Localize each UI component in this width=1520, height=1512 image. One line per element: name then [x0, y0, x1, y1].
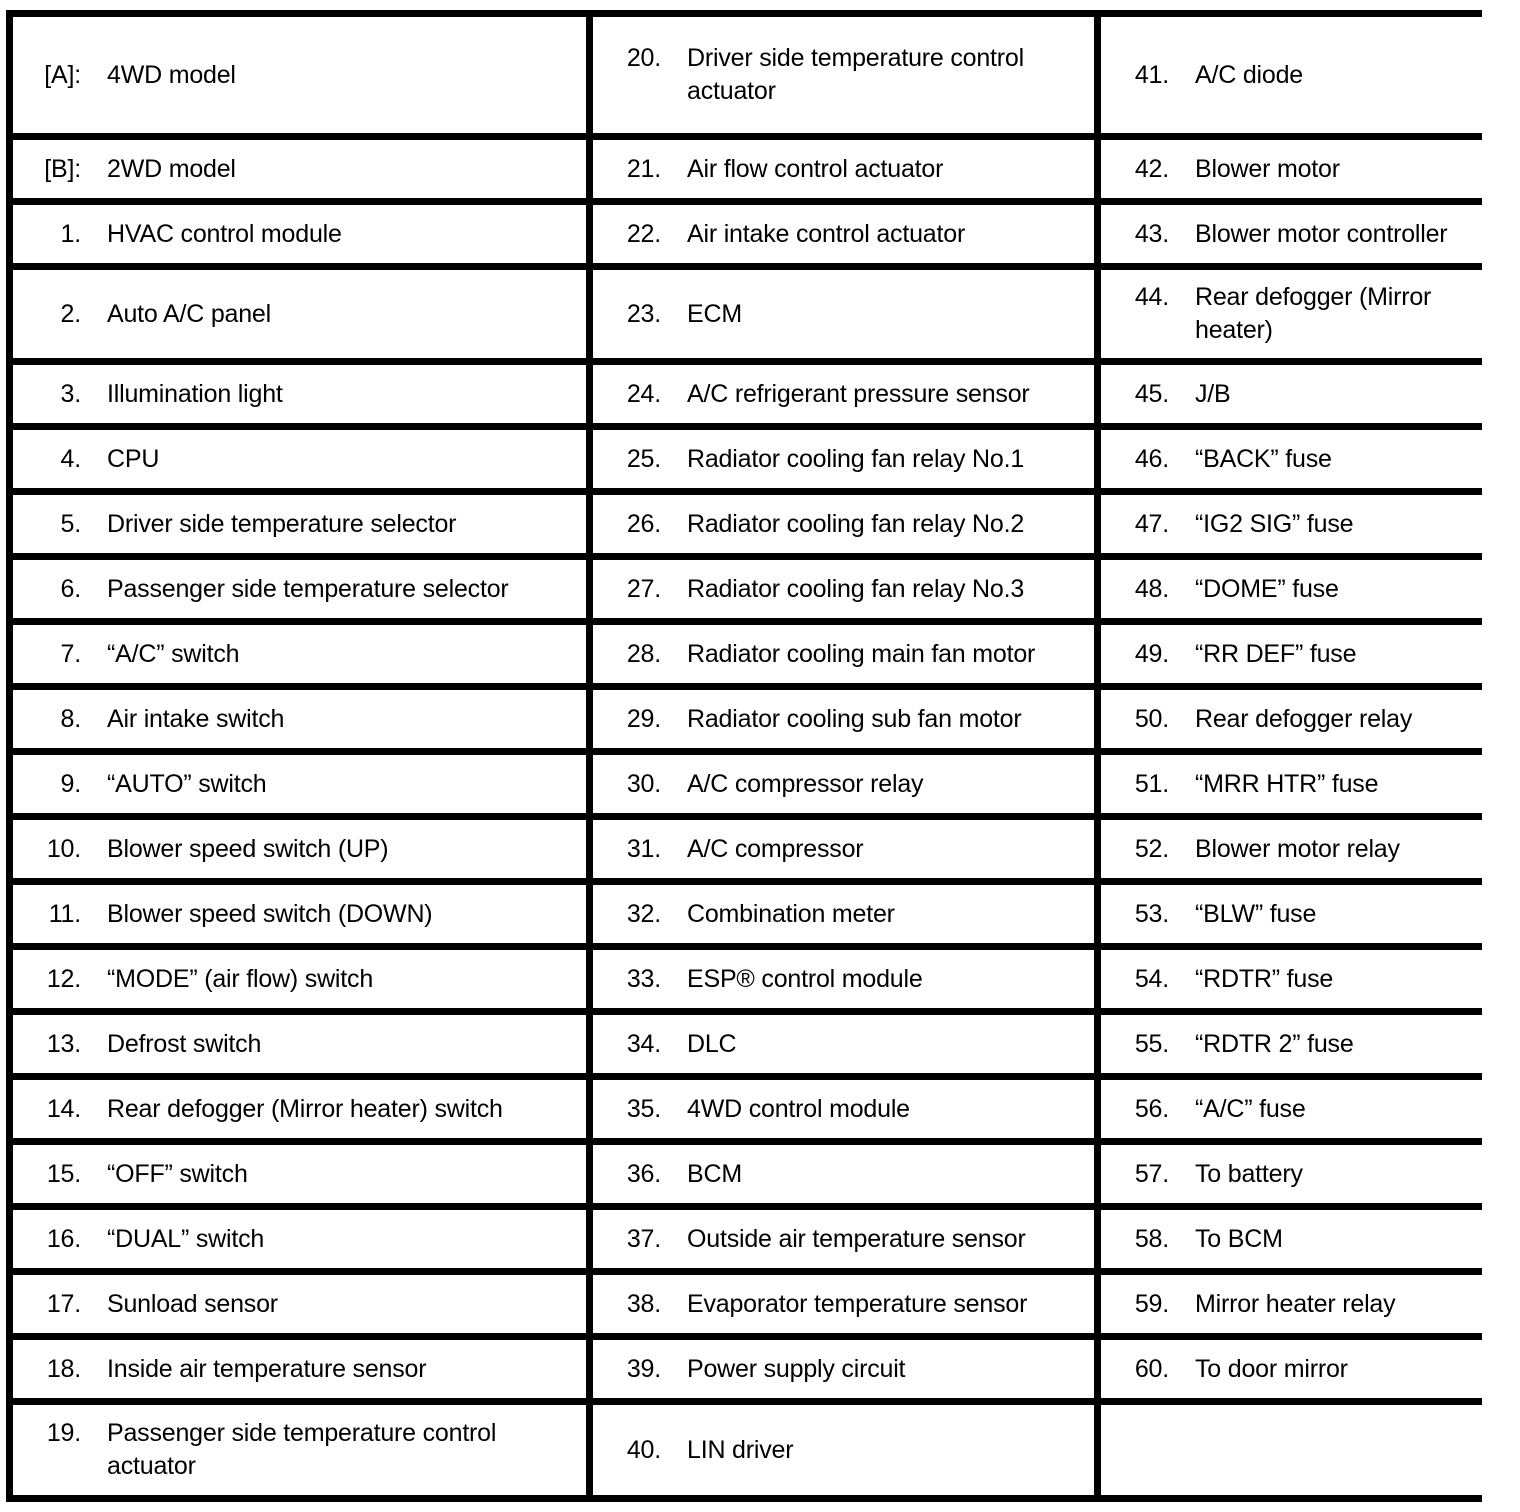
item-number: 36. — [626, 1159, 661, 1188]
item-label: “RR DEF” fuse — [1195, 639, 1357, 668]
component-legend-table — [6, 10, 1482, 1502]
item-number: 17. — [46, 1289, 81, 1318]
item-label: Outside air temperature sensor — [687, 1224, 1026, 1253]
item-number: 29. — [626, 704, 661, 733]
item-number: 16. — [46, 1224, 81, 1253]
legend-cell — [593, 140, 1094, 198]
item-label: “DUAL” switch — [107, 1224, 265, 1253]
item-label: “RDTR” fuse — [1195, 964, 1334, 993]
legend-cell — [1101, 205, 1489, 263]
item-label: ECM — [687, 299, 742, 328]
legend-cell — [13, 690, 586, 748]
item-label: Passenger side temperature selector — [107, 574, 509, 603]
item-label: Inside air temperature sensor — [107, 1354, 427, 1383]
legend-entry — [27, 153, 576, 186]
legend-cell — [593, 270, 1094, 358]
item-label: Air intake control actuator — [687, 219, 966, 248]
item-label: Sunload sensor — [107, 1289, 278, 1318]
legend-cell — [593, 1080, 1094, 1138]
legend-cell — [1101, 1275, 1489, 1333]
legend-entry — [607, 218, 1084, 251]
item-number: 47. — [1134, 509, 1169, 538]
item-number: 6. — [60, 574, 81, 603]
item-number: 24. — [626, 379, 661, 408]
legend-entry — [607, 963, 1084, 996]
legend-cell — [1101, 625, 1489, 683]
legend-cell — [593, 365, 1094, 423]
legend-entry — [27, 298, 576, 331]
item-number: 51. — [1134, 769, 1169, 798]
item-label: 4WD control module — [687, 1094, 910, 1123]
item-number: 37. — [626, 1224, 661, 1253]
legend-cell — [1101, 1210, 1489, 1268]
item-label: Power supply circuit — [687, 1354, 906, 1383]
legend-cell — [1101, 950, 1489, 1008]
item-label: “IG2 SIG” fuse — [1195, 509, 1354, 538]
item-number: [B]: — [44, 154, 81, 183]
legend-cell — [593, 495, 1094, 553]
legend-entry — [1115, 963, 1479, 996]
legend-cell — [1101, 140, 1489, 198]
legend-entry — [1115, 508, 1479, 541]
item-label: “RDTR 2” fuse — [1195, 1029, 1354, 1058]
legend-entry — [607, 443, 1084, 476]
legend-cell — [1101, 270, 1489, 358]
legend-entry — [1115, 1223, 1479, 1256]
legend-cell — [593, 755, 1094, 813]
item-label: BCM — [687, 1159, 742, 1188]
item-number: 9. — [60, 769, 81, 798]
item-number: 22. — [626, 219, 661, 248]
legend-cell — [13, 140, 586, 198]
item-label: “MRR HTR” fuse — [1195, 769, 1379, 798]
item-label: 4WD model — [107, 60, 236, 89]
legend-entry — [27, 703, 576, 736]
legend-entry — [1115, 703, 1479, 736]
legend-cell — [13, 1080, 586, 1138]
legend-entry — [1115, 898, 1479, 931]
item-label: Radiator cooling fan relay No.1 — [687, 444, 1025, 473]
legend-entry — [27, 638, 576, 671]
legend-entry — [607, 42, 1084, 108]
legend-entry — [607, 1028, 1084, 1061]
item-label: Radiator cooling sub fan motor — [687, 704, 1022, 733]
item-label: Passenger side temperature control actuator — [107, 1419, 497, 1480]
item-label: To BCM — [1195, 1224, 1283, 1253]
legend-entry — [27, 59, 576, 92]
item-number: 8. — [60, 704, 81, 733]
legend-cell — [1101, 560, 1489, 618]
legend-entry — [607, 1223, 1084, 1256]
legend-entry — [607, 153, 1084, 186]
legend-entry — [27, 1288, 576, 1321]
legend-entry — [27, 1093, 576, 1126]
item-number: 31. — [626, 834, 661, 863]
legend-cell — [593, 950, 1094, 1008]
legend-entry — [27, 898, 576, 931]
legend-cell — [1101, 820, 1489, 878]
item-label: Blower motor controller — [1195, 219, 1448, 248]
item-number: 53. — [1134, 899, 1169, 928]
legend-cell — [1101, 690, 1489, 748]
item-number: 56. — [1134, 1094, 1169, 1123]
legend-entry — [27, 963, 576, 996]
item-number: 18. — [46, 1354, 81, 1383]
legend-cell — [13, 1145, 586, 1203]
item-number: 55. — [1134, 1029, 1169, 1058]
item-number: 15. — [46, 1159, 81, 1188]
item-number: 14. — [46, 1094, 81, 1123]
legend-cell — [13, 885, 586, 943]
legend-cell — [1101, 1015, 1489, 1073]
legend-entry — [1115, 1158, 1479, 1191]
item-number: 7. — [60, 639, 81, 668]
item-label: “BACK” fuse — [1195, 444, 1332, 473]
legend-entry — [607, 768, 1084, 801]
item-label: A/C diode — [1195, 60, 1303, 89]
item-label: Evaporator temperature sensor — [687, 1289, 1028, 1318]
legend-cell — [593, 625, 1094, 683]
legend-entry — [27, 218, 576, 251]
item-number: 50. — [1134, 704, 1169, 733]
item-number: 4. — [60, 444, 81, 473]
item-label: Blower speed switch (DOWN) — [107, 899, 433, 928]
legend-cell — [13, 625, 586, 683]
item-number: 48. — [1134, 574, 1169, 603]
item-number: 39. — [626, 1354, 661, 1383]
item-number: 27. — [626, 574, 661, 603]
item-number: 33. — [626, 964, 661, 993]
item-number: 28. — [626, 639, 661, 668]
legend-entry — [607, 1093, 1084, 1126]
legend-entry — [27, 378, 576, 411]
legend-entry — [1115, 1093, 1479, 1126]
item-label: A/C compressor — [687, 834, 864, 863]
legend-entry — [27, 573, 576, 606]
legend-cell — [13, 755, 586, 813]
item-label: “DOME” fuse — [1195, 574, 1339, 603]
legend-cell — [13, 1275, 586, 1333]
legend-entry — [607, 833, 1084, 866]
legend-entry — [607, 638, 1084, 671]
legend-entry — [27, 1417, 576, 1483]
legend-cell — [593, 885, 1094, 943]
item-label: HVAC control module — [107, 219, 342, 248]
legend-entry — [1115, 638, 1479, 671]
legend-cell — [593, 1015, 1094, 1073]
item-number: 19. — [46, 1419, 81, 1447]
legend-cell — [13, 17, 586, 133]
item-number: 2. — [60, 299, 81, 328]
item-number: 23. — [626, 299, 661, 328]
legend-cell — [593, 690, 1094, 748]
legend-entry — [1115, 153, 1479, 186]
legend-cell — [13, 430, 586, 488]
item-label: Illumination light — [107, 379, 283, 408]
legend-entry — [27, 443, 576, 476]
legend-cell — [1101, 365, 1489, 423]
legend-entry — [607, 573, 1084, 606]
legend-cell — [1101, 885, 1489, 943]
item-number: 57. — [1134, 1159, 1169, 1188]
item-label: Rear defogger (Mirror heater) switch — [107, 1094, 503, 1123]
legend-cell — [593, 1210, 1094, 1268]
legend-entry — [607, 1158, 1084, 1191]
item-label: To battery — [1195, 1159, 1303, 1188]
legend-cell — [593, 205, 1094, 263]
item-label: Rear defogger relay — [1195, 704, 1413, 733]
legend-entry — [27, 1223, 576, 1256]
legend-entry — [27, 1158, 576, 1191]
legend-entry — [607, 1434, 1084, 1467]
legend-entry — [27, 508, 576, 541]
legend-cell — [593, 1145, 1094, 1203]
item-label: Blower speed switch (UP) — [107, 834, 389, 863]
legend-cell — [13, 950, 586, 1008]
item-number: 38. — [626, 1289, 661, 1318]
item-label: Radiator cooling fan relay No.3 — [687, 574, 1025, 603]
item-number: 60. — [1134, 1354, 1169, 1383]
legend-cell — [13, 205, 586, 263]
legend-entry — [1115, 218, 1479, 251]
legend-cell — [13, 1015, 586, 1073]
item-number: 13. — [46, 1029, 81, 1058]
legend-entry — [1115, 378, 1479, 411]
legend-cell — [593, 430, 1094, 488]
item-number: 40. — [626, 1435, 661, 1464]
item-number: 10. — [46, 834, 81, 863]
legend-entry — [27, 1353, 576, 1386]
legend-entry — [1115, 768, 1479, 801]
item-number: 25. — [626, 444, 661, 473]
item-number: 26. — [626, 509, 661, 538]
legend-entry — [27, 833, 576, 866]
item-label: “MODE” (air flow) switch — [107, 964, 374, 993]
item-label: LIN driver — [687, 1435, 794, 1464]
item-number: 1. — [60, 219, 81, 248]
legend-cell — [13, 365, 586, 423]
item-number: 44. — [1134, 283, 1169, 311]
item-number: 45. — [1134, 379, 1169, 408]
item-number: 30. — [626, 769, 661, 798]
item-label: “AUTO” switch — [107, 769, 267, 798]
legend-cell — [13, 1340, 586, 1398]
item-number: 41. — [1134, 60, 1169, 89]
legend-cell — [593, 1340, 1094, 1398]
item-label: J/B — [1195, 379, 1231, 408]
item-label: “A/C” fuse — [1195, 1094, 1306, 1123]
item-number: 11. — [48, 899, 81, 928]
item-label: “OFF” switch — [107, 1159, 248, 1188]
legend-cell — [13, 560, 586, 618]
item-number: 34. — [626, 1029, 661, 1058]
item-number: 35. — [626, 1094, 661, 1123]
item-number: [A]: — [44, 60, 81, 89]
legend-entry — [1115, 833, 1479, 866]
legend-entry — [1115, 1353, 1479, 1386]
item-label: Rear defogger (Mirror heater) — [1195, 283, 1432, 344]
legend-entry — [1115, 1028, 1479, 1061]
legend-cell — [13, 820, 586, 878]
item-number: 46. — [1134, 444, 1169, 473]
legend-cell — [13, 270, 586, 358]
item-number: 52. — [1134, 834, 1169, 863]
legend-cell — [13, 495, 586, 553]
item-number: 3. — [60, 379, 81, 408]
item-label: Defrost switch — [107, 1029, 262, 1058]
legend-cell — [13, 1405, 586, 1495]
legend-entry — [607, 898, 1084, 931]
item-label: Auto A/C panel — [107, 299, 271, 328]
item-number: 42. — [1134, 154, 1169, 183]
item-number: 49. — [1134, 639, 1169, 668]
item-label: Blower motor — [1195, 154, 1340, 183]
item-label: A/C refrigerant pressure sensor — [687, 379, 1030, 408]
legend-entry — [1115, 59, 1479, 92]
legend-entry — [1115, 1288, 1479, 1321]
item-label: Air intake switch — [107, 704, 285, 733]
item-label: Combination meter — [687, 899, 895, 928]
item-label: To door mirror — [1195, 1354, 1348, 1383]
legend-cell — [13, 1210, 586, 1268]
item-label: 2WD model — [107, 154, 236, 183]
legend-cell — [593, 1405, 1094, 1495]
legend-cell — [1101, 17, 1489, 133]
legend-entry — [607, 1288, 1084, 1321]
legend-cell — [1101, 1340, 1489, 1398]
item-number: 59. — [1134, 1289, 1169, 1318]
legend-cell — [1101, 430, 1489, 488]
item-number: 21. — [626, 154, 661, 183]
item-label: Radiator cooling fan relay No.2 — [687, 509, 1025, 538]
legend-cell — [593, 17, 1094, 133]
legend-entry — [1115, 443, 1479, 476]
legend-cell — [1101, 1405, 1489, 1495]
item-number: 58. — [1134, 1224, 1169, 1253]
legend-cell — [1101, 755, 1489, 813]
item-label: Radiator cooling main fan motor — [687, 639, 1036, 668]
legend-cell — [1101, 1145, 1489, 1203]
item-label: ESP® control module — [687, 964, 923, 993]
item-label: Mirror heater relay — [1195, 1289, 1396, 1318]
legend-entry — [607, 378, 1084, 411]
legend-entry — [1115, 281, 1479, 347]
item-number: 43. — [1134, 219, 1169, 248]
item-label: Blower motor relay — [1195, 834, 1400, 863]
legend-entry — [607, 298, 1084, 331]
item-label: Driver side temperature control actuator — [687, 44, 1024, 105]
item-label: DLC — [687, 1029, 737, 1058]
legend-entry — [607, 508, 1084, 541]
legend-entry — [27, 768, 576, 801]
legend-entry — [1115, 573, 1479, 606]
legend-entry — [607, 1353, 1084, 1386]
item-label: Air flow control actuator — [687, 154, 944, 183]
item-number: 32. — [626, 899, 661, 928]
item-label: Driver side temperature selector — [107, 509, 457, 538]
item-number: 54. — [1134, 964, 1169, 993]
legend-cell — [1101, 1080, 1489, 1138]
legend-cell — [1101, 495, 1489, 553]
item-label: A/C compressor relay — [687, 769, 924, 798]
item-number: 5. — [60, 509, 81, 538]
legend-cell — [593, 1275, 1094, 1333]
legend-entry — [607, 703, 1084, 736]
item-number: 20. — [626, 44, 661, 72]
legend-entry — [27, 1028, 576, 1061]
legend-cell — [593, 820, 1094, 878]
item-label: CPU — [107, 444, 160, 473]
legend-cell — [593, 560, 1094, 618]
item-label: “A/C” switch — [107, 639, 240, 668]
item-number: 12. — [46, 964, 81, 993]
item-label: “BLW” fuse — [1195, 899, 1317, 928]
